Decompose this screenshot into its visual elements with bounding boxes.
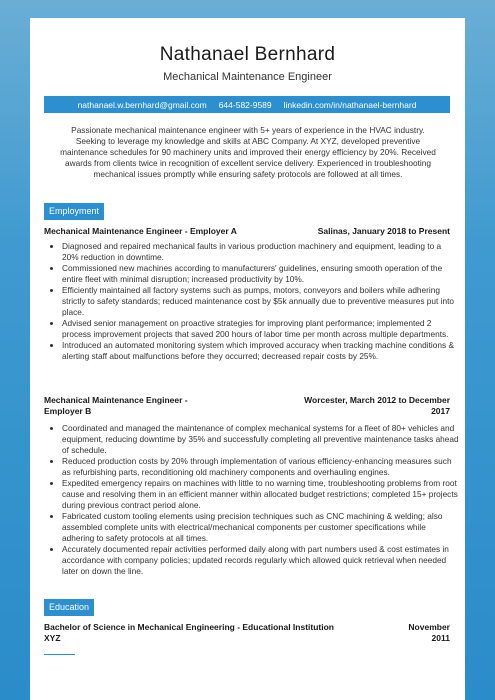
- job-role-line: Employer B: [44, 406, 92, 416]
- job-location-date: [304, 395, 450, 417]
- list-item: • Expedited emergency repairs on machines with little to no warning time, troubleshooting problems from root cause and resolving them in an efficient manner within allocated budget restrictions; completed 15+ projects during previous contract period alone.: [62, 478, 460, 511]
- employment-section-header: Employment: [44, 203, 104, 220]
- list-item: • Commissioned new machines according to manufacturers' guidelines, ensuring smooth operation of the entire fleet with minimal disruption; increased productivity by 10%.: [62, 263, 460, 285]
- job-bullets-1: [48, 241, 460, 362]
- summary-paragraph: Passionate mechanical maintenance engineer with 5+ years of experience in the HVAC industry. Seeking to leverage my knowledge and skills at ABC Company. At XYZ, developed preventive maintenance schedules for 90 machinery units and improved their energy efficiency by 20%. Received awards from clients twice in recognition of excellent service delivery. Experienced in troubleshooting mechanical issues promptly while ensuring safety protocols are followed at all times.: [60, 125, 436, 179]
- job-role: Mechanical Maintenance Engineer - Employer A: [44, 226, 237, 236]
- list-item: • Efficiently maintained all factory systems such as pumps, motors, conveyors and boilers while adhering strictly to safety standards; reduced maintenance cost by $5k annually due to preventive measures put into place.: [62, 285, 460, 318]
- contact-bar: [44, 96, 450, 113]
- candidate-name: Nathanael Bernhard: [159, 44, 336, 65]
- date-line: 2011: [431, 633, 450, 643]
- job-title: Mechanical Maintenance Engineer: [163, 71, 332, 83]
- list-item: • Advised senior management on proactive strategies for improving plant performance; implemented 2 process improvement projects that saved 200 hours of labor time per month across multiple departments.: [62, 318, 460, 340]
- list-item: • Coordinated and managed the maintenance of complex mechanical systems for a fleet of 80+ vehicles and equipment, reducing downtime by 35% and successfully completing all preventive maintenance tasks ahead of schedule.: [62, 423, 460, 456]
- resume-page: [30, 18, 465, 700]
- education-section-header: Education: [44, 599, 94, 616]
- degree-line: XYZ: [44, 633, 61, 643]
- email-link[interactable]: nathanael.w.bernhard@gmail.com: [77, 99, 207, 110]
- section-divider: [44, 654, 75, 655]
- phone-number: 644-582-9589: [218, 99, 272, 110]
- date-line: November: [408, 622, 450, 632]
- list-item: • Reduced production costs by 20% through implementation of various efficiency-enhancing measures such as refurbishing parts, reconditioning old machinery components and overhauling engines.: [62, 456, 460, 478]
- job-location-line: 2017: [431, 406, 450, 416]
- job-role-line: Mechanical Maintenance Engineer -: [44, 395, 188, 405]
- linkedin-link[interactable]: linkedin.com/in/nathanael-bernhard: [283, 99, 417, 110]
- job-location-line: Worcester, March 2012 to December: [304, 395, 450, 405]
- job-role: [44, 395, 188, 417]
- job-location-date: Salinas, January 2018 to Present: [317, 226, 450, 236]
- job-bullets-2: [48, 423, 460, 577]
- graduation-date: [408, 622, 450, 644]
- list-item: • Diagnosed and repaired mechanical faults in various production machinery and equipment, leading to a 20% reduction in downtime.: [62, 241, 460, 263]
- list-item: • Accurately documented repair activities performed daily along with part numbers used & cost estimates in accordance with company policies; updated records regularly which allowed quick retrieval when needed later on down the line.: [62, 544, 460, 577]
- job-header-2: [44, 395, 450, 417]
- degree: [44, 622, 374, 644]
- list-item: • Introduced an automated monitoring system which improved accuracy when tracking machine conditions & alerting staff about malfunctions before they occurred; decreased repair costs by 25%.: [62, 340, 460, 362]
- list-item: • Fabricated custom tooling elements using precision techniques such as CNC machining & welding; also assembled complete units with electrical/mechanical components per customer specifications while adhering to safety protocols at all times.: [62, 511, 460, 544]
- degree-line: Bachelor of Science in Mechanical Engineering - Educational Institution: [44, 622, 334, 632]
